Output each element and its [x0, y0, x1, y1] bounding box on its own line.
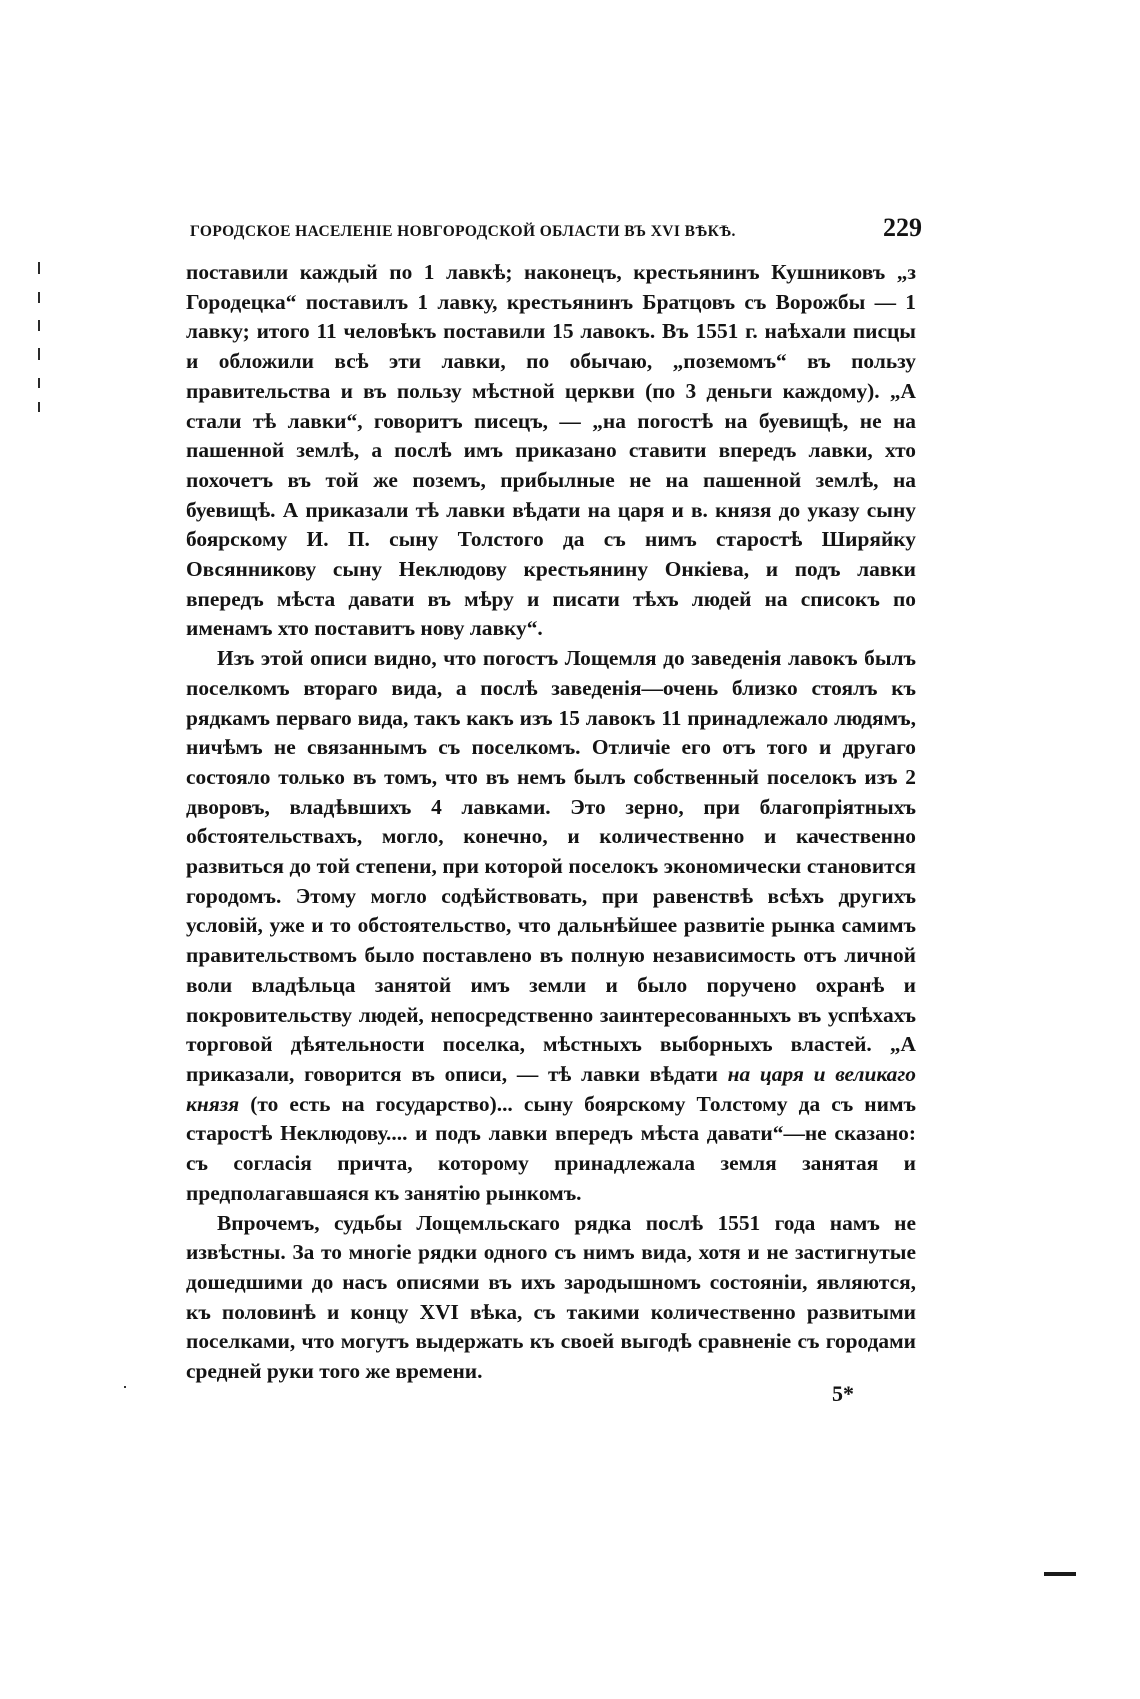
- paragraph-2-emphasis: на царя и великаго князя: [186, 1061, 916, 1116]
- body-text: [186, 258, 916, 1387]
- paragraph-2-text-a: Изъ этой описи видно, что погостъ Лощемля до заведенія лавокъ былъ поселкомъ втораго вида, а послѣ заведенія—очень близко стоялъ къ рядкамъ перваго вида, такъ какъ изъ 15 лавокъ 11 принадлежало людямъ, ничѣмъ не связаннымъ съ поселкомъ. Отличіе его отъ того и другаго состояло только въ томъ, что въ немъ былъ собственный поселокъ изъ 2 дворовъ, владѣвшихъ 4 лавками. Это зерно, при благопріятныхъ обстоятельствахъ, могло, конечно, и количественно и качественно развиться до той степени, при которой поселокъ экономически становится городомъ. Этому могло содѣйствовать, при равенствѣ всѣхъ другихъ условій, уже и то обстоятельство, что дальнѣйшее развитіе рынка самимъ правительствомъ было поставлено въ полную независимость отъ личной воли владѣльца занятой имъ земли и было поручено охранѣ и покровительству людей, непосредственно заинтересованныхъ въ успѣхахъ торговой дѣятельности поселка, мѣстныхъ выборныхъ властей. „А приказали, говорится въ описи, — тѣ лавки вѣдати: [186, 646, 916, 1086]
- page-speck: [124, 1386, 126, 1388]
- margin-marks: [38, 262, 44, 422]
- paragraph-3: Впрочемъ, судьбы Лощемльскаго рядка послѣ 1551 года намъ не извѣстны. За то многіе рядки одного съ нимъ вида, хотя и не застигнутые дошедшими до насъ описями въ ихъ зародышномъ состояніи, являются, къ половинѣ и концу XVI вѣка, съ такими количественно развитыми поселками, что могутъ выдержать къ своей выгодѣ сравненіе съ городами средней руки того же времени.: [186, 1210, 916, 1384]
- page-header: [190, 213, 922, 243]
- paragraph-2-text-b: (то есть на государство)... сыну боярскому Толстому да съ нимъ старостѣ Неклюдову.... и подъ лавки впередъ мѣста давати“—не сказано: съ согласія причта, которому принадлежала земля занятая и предполагавшаяся къ занятію рынкомъ.: [186, 1091, 916, 1205]
- edge-dash: [1044, 1572, 1076, 1576]
- running-title: ГОРОДСКОЕ НАСЕЛЕНІЕ НОВГОРОДСКОЙ ОБЛАСТИ ВЪ XVI ВѢКѢ.: [190, 223, 736, 240]
- page-number: 229: [883, 213, 922, 242]
- paragraph-2: [186, 644, 916, 1208]
- paragraph-1: поставили каждый по 1 лавкѣ; наконецъ, крестьянинъ Кушниковъ „з Городецка“ поставилъ 1 лавку, крестьянинъ Братцовъ съ Ворожбы — 1 лавку; итого 11 человѣкъ поставили 15 лавокъ. Въ 1551 г. наѣхали писцы и обложили всѣ эти лавки, по обычаю, „поземомъ“ въ пользу правительства и въ пользу мѣстной церкви (по 3 деньги каждому). „А стали тѣ лавки“, говоритъ писецъ, — „на погостѣ на буевищѣ, не на пашенной землѣ, а послѣ имъ приказано ставити впередъ лавки, хто похочетъ въ той же поземъ, прибылные не на пашенной землѣ, на буевищѣ. А приказали тѣ лавки вѣдати на царя и в. князя до указу сыну боярскому И. П. сыну Толстого да съ нимъ старостѣ Ширяйку Овсянникову сыну Неклюдову крестьянину Онкіева, и подъ лавки впередъ мѣста давати въ мѣру и писати тѣхъ людей на списокъ по именамъ хто поставитъ нову лавку“.: [186, 260, 916, 641]
- signature-mark: 5*: [832, 1381, 854, 1406]
